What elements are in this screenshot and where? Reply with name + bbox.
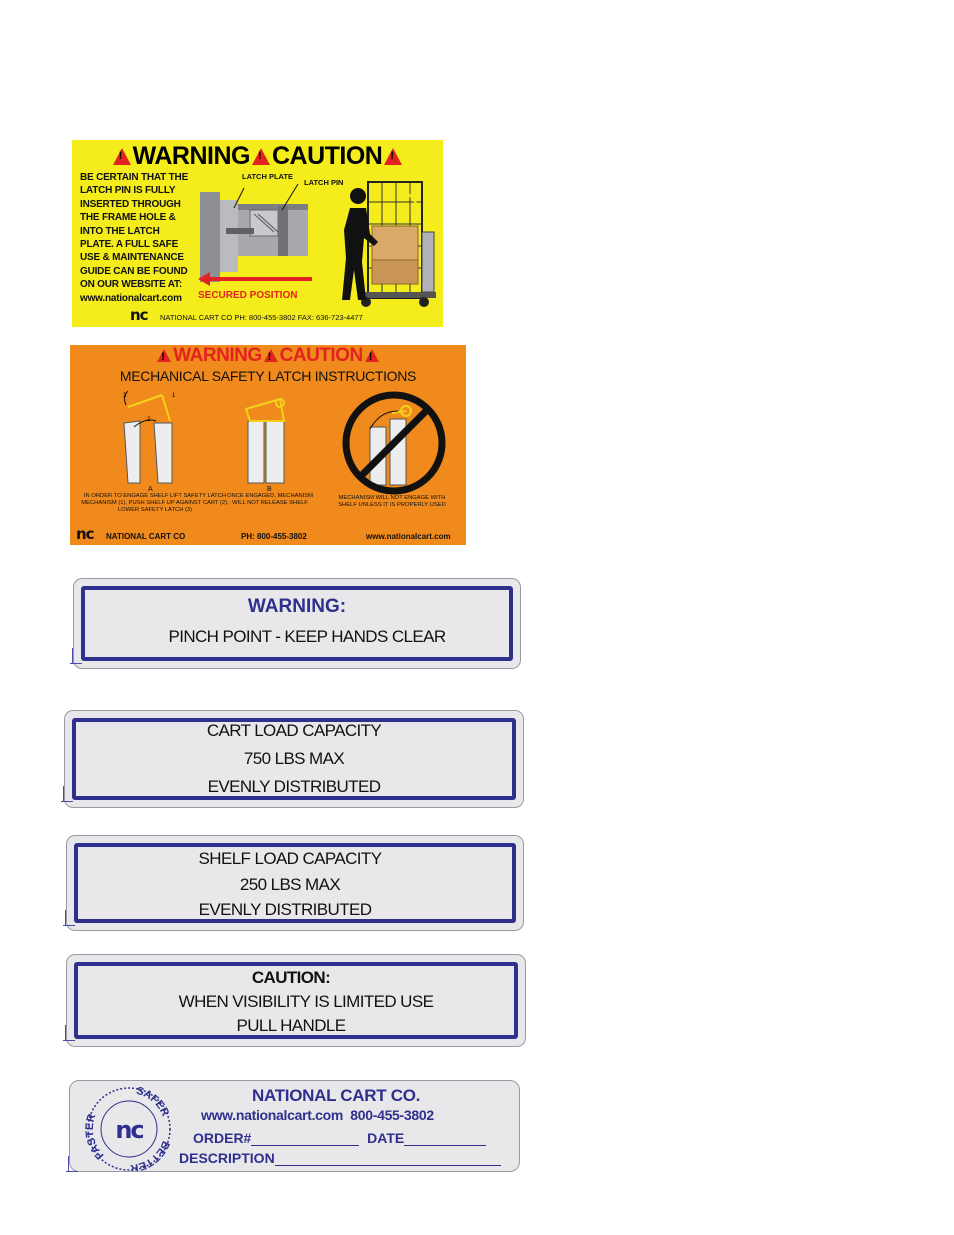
decal-text: PULL HANDLE: [236, 1016, 346, 1035]
step-b-letter: B: [267, 486, 272, 493]
step-number: 2: [147, 417, 151, 423]
decal-text: WHEN VISIBILITY IS LIMITED USE: [178, 992, 434, 1011]
step-number: 3: [123, 393, 127, 399]
warning-triangle-icon: [365, 349, 379, 362]
registration-mark: [65, 910, 74, 926]
body-line: INTO THE LATCH: [80, 225, 160, 237]
body-line: ON OUR WEBSITE AT:: [80, 279, 182, 291]
prohibited-caption: MECHANISM WILL NOT ENGAGE WITH SHELF UNLESS IT IS PROPERLY USED: [338, 495, 446, 508]
body-line: LATCH PIN IS FULLY: [80, 185, 176, 197]
order-date-line: [193, 1130, 486, 1146]
registration-mark: [72, 648, 81, 664]
registration-mark: [63, 786, 72, 802]
header-caution-text: CAUTION: [271, 142, 383, 170]
body-line: BE CERTAIN THAT THE: [80, 172, 189, 183]
capacity-max: 750 LBS MAX: [243, 749, 345, 768]
seal-logo: nc: [115, 1116, 143, 1144]
description-line: [179, 1150, 501, 1166]
company-phone: PH: 800-455-3802: [241, 532, 307, 541]
secured-position-label: SECURED POSITION: [198, 290, 298, 301]
body-line: PLATE. A FULL SAFE: [80, 239, 179, 251]
warning-caution-header: [70, 345, 466, 367]
registration-mark: [65, 1025, 74, 1041]
latch-instructions-subtitle: MECHANICAL SAFETY LATCH INSTRUCTIONS: [119, 368, 417, 384]
person-with-cart-illustration: [320, 174, 440, 310]
warning-triangle-icon: [384, 148, 402, 165]
company-title: NATIONAL CART CO.: [252, 1086, 421, 1105]
step-b-caption: ONCE ENGAGED, MECHANISM WILL NOT RELEASE SHELF: [227, 493, 313, 506]
latch-instructions-text: [80, 171, 200, 305]
company-seal: [83, 1085, 175, 1171]
company-info-label: [69, 1080, 520, 1172]
capacity-title: SHELF LOAD CAPACITY: [198, 849, 382, 868]
date-blank-line: [404, 1133, 486, 1146]
warning-triangle-icon: [113, 148, 131, 165]
capacity-distribution: EVENLY DISTRIBUTED: [198, 900, 372, 919]
step-number: 1: [172, 393, 176, 399]
warning-triangle-icon: [252, 148, 270, 165]
order-label: ORDER#: [193, 1130, 252, 1146]
yellow-footer-contact: NATIONAL CART CO PH: 800-455-3802 FAX: 636-723-4477: [160, 313, 363, 322]
body-line: THE FRAME HOLE &: [80, 212, 176, 224]
latch-plate-label: LATCH PLATE: [242, 172, 293, 181]
order-blank-line: [251, 1133, 359, 1146]
body-line: GUIDE CAN BE FOUND: [80, 265, 188, 277]
capacity-distribution: EVENLY DISTRIBUTED: [207, 777, 381, 796]
latch-pin-label: LATCH PIN: [304, 178, 344, 187]
nc-logo: nc: [130, 306, 148, 324]
decal-title: WARNING:: [247, 596, 347, 617]
capacity-title: CART LOAD CAPACITY: [206, 721, 382, 740]
date-label: DATE: [367, 1130, 405, 1146]
header-caution-text: CAUTION: [279, 345, 363, 366]
arrow-left-icon: [198, 272, 314, 286]
latch-pin-warning-label: [72, 140, 443, 327]
svg-text:SAFER: [135, 1085, 171, 1118]
pinch-point-decal: [73, 578, 521, 669]
step-b-diagram: [236, 391, 300, 487]
company-website: www.nationalcart.com: [201, 1107, 344, 1123]
shelf-capacity-decal: [66, 835, 524, 931]
body-line: USE & MAINTENANCE: [80, 252, 184, 264]
visibility-caution-decal: [66, 954, 526, 1047]
warning-triangle-icon: [264, 349, 278, 362]
seal-word: SAFER: [134, 1085, 172, 1119]
description-label: DESCRIPTION: [179, 1150, 275, 1166]
header-warning-text: WARNING: [173, 345, 262, 366]
company-website: www.nationalcart.com: [366, 532, 451, 541]
step-a-caption: IN ORDER TO ENGAGE SHELF LIFT SAFETY LATCH MECHANISM (1), PUSH SHELF UP AGAINST CART (2), LOWER SAFETY LATCH (3): [81, 493, 229, 513]
website-line: www.nationalcart.com: [80, 292, 182, 304]
safety-latch-instructions-label: [70, 345, 466, 545]
nc-logo: nc: [76, 525, 94, 543]
latch-mechanism-illustration: [198, 180, 320, 285]
company-name: NATIONAL CART CO: [106, 532, 186, 541]
seal-word: BETTER: [129, 1139, 172, 1171]
cart-capacity-decal: [64, 710, 524, 808]
decal-text: PINCH POINT - KEEP HANDS CLEAR: [168, 627, 446, 646]
warning-triangle-icon: [157, 349, 171, 362]
header-warning-text: WARNING: [132, 142, 250, 170]
step-a-diagram: [114, 387, 194, 487]
description-blank-line: [275, 1153, 501, 1166]
capacity-max: 250 LBS MAX: [239, 875, 341, 894]
prohibited-diagram: [340, 389, 448, 495]
decal-title: CAUTION:: [251, 968, 331, 987]
warning-caution-header: [72, 142, 443, 171]
step-a-letter: A: [148, 486, 153, 493]
company-contact-line: [201, 1107, 434, 1123]
seal-word: FASTER: [83, 1112, 107, 1162]
body-line: INSERTED THROUGH: [80, 198, 181, 210]
registration-mark: [68, 1156, 77, 1172]
company-phone: 800-455-3802: [350, 1107, 434, 1123]
